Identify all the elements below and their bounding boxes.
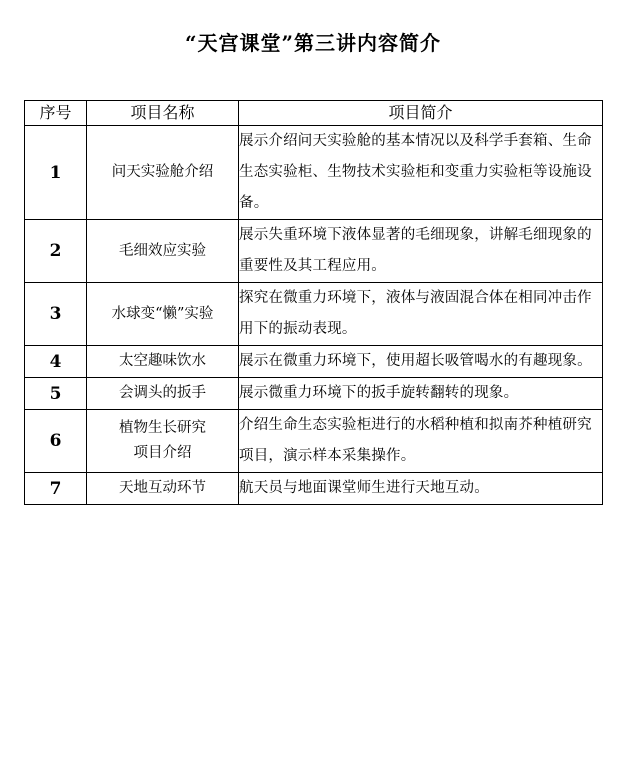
table-row xyxy=(25,410,603,473)
row-description: 展示介绍问天实验舱的基本情况以及科学手套箱、生命生态实验柜、生物技术实验柜和变重力实验柜等设施设备。 xyxy=(239,126,603,220)
row-name xyxy=(87,378,239,410)
row-description: 展示在微重力环境下，使用超长吸管喝水的有趣现象。 xyxy=(239,346,603,378)
row-description: 介绍生命生态实验柜进行的水稻种植和拟南芥种植研究项目，演示样本采集操作。 xyxy=(239,410,603,473)
row-name-line: 会调头的扳手 xyxy=(119,385,206,401)
row-name xyxy=(87,346,239,378)
document-page xyxy=(0,28,626,764)
row-name-line: 植物生长研究 xyxy=(119,420,206,436)
page-title: “天宫课堂”第三讲内容简介 xyxy=(184,31,441,55)
row-index: 4 xyxy=(25,346,87,378)
row-name xyxy=(87,283,239,346)
row-name xyxy=(87,126,239,220)
table-row xyxy=(25,220,603,283)
row-description: 展示微重力环境下的扳手旋转翻转的现象。 xyxy=(239,378,603,410)
table-row xyxy=(25,346,603,378)
row-name-line: 太空趣味饮水 xyxy=(119,353,206,369)
row-description: 探究在微重力环境下，液体与液固混合体在相同冲击作用下的振动表现。 xyxy=(239,283,603,346)
column-header-description: 项目简介 xyxy=(239,101,603,126)
row-name-line: 毛细效应实验 xyxy=(119,242,206,259)
row-name-line: 项目介绍 xyxy=(133,445,192,461)
row-name xyxy=(87,473,239,505)
row-index: 1 xyxy=(25,126,87,220)
row-description: 航天员与地面课堂师生进行天地互动。 xyxy=(239,473,603,505)
row-name xyxy=(87,410,239,473)
table-body xyxy=(25,126,603,505)
row-name-line: 水球变“懒”实验 xyxy=(111,305,214,322)
row-index: 7 xyxy=(25,473,87,505)
content-table xyxy=(24,100,603,505)
row-index: 2 xyxy=(25,220,87,283)
row-index: 5 xyxy=(25,378,87,410)
table-row xyxy=(25,283,603,346)
row-description: 展示失重环境下液体显著的毛细现象，讲解毛细现象的重要性及其工程应用。 xyxy=(239,220,603,283)
table-header-row xyxy=(25,101,603,126)
row-name-line: 天地互动环节 xyxy=(119,480,206,496)
table-row xyxy=(25,473,603,505)
row-name xyxy=(87,220,239,283)
row-index: 6 xyxy=(25,410,87,473)
row-name-line: 问天实验舱介绍 xyxy=(111,164,214,180)
column-header-index: 序号 xyxy=(25,101,87,126)
table-row xyxy=(25,126,603,220)
table-header xyxy=(25,101,603,126)
column-header-name: 项目名称 xyxy=(87,101,239,126)
row-index: 3 xyxy=(25,283,87,346)
table-row xyxy=(25,378,603,410)
